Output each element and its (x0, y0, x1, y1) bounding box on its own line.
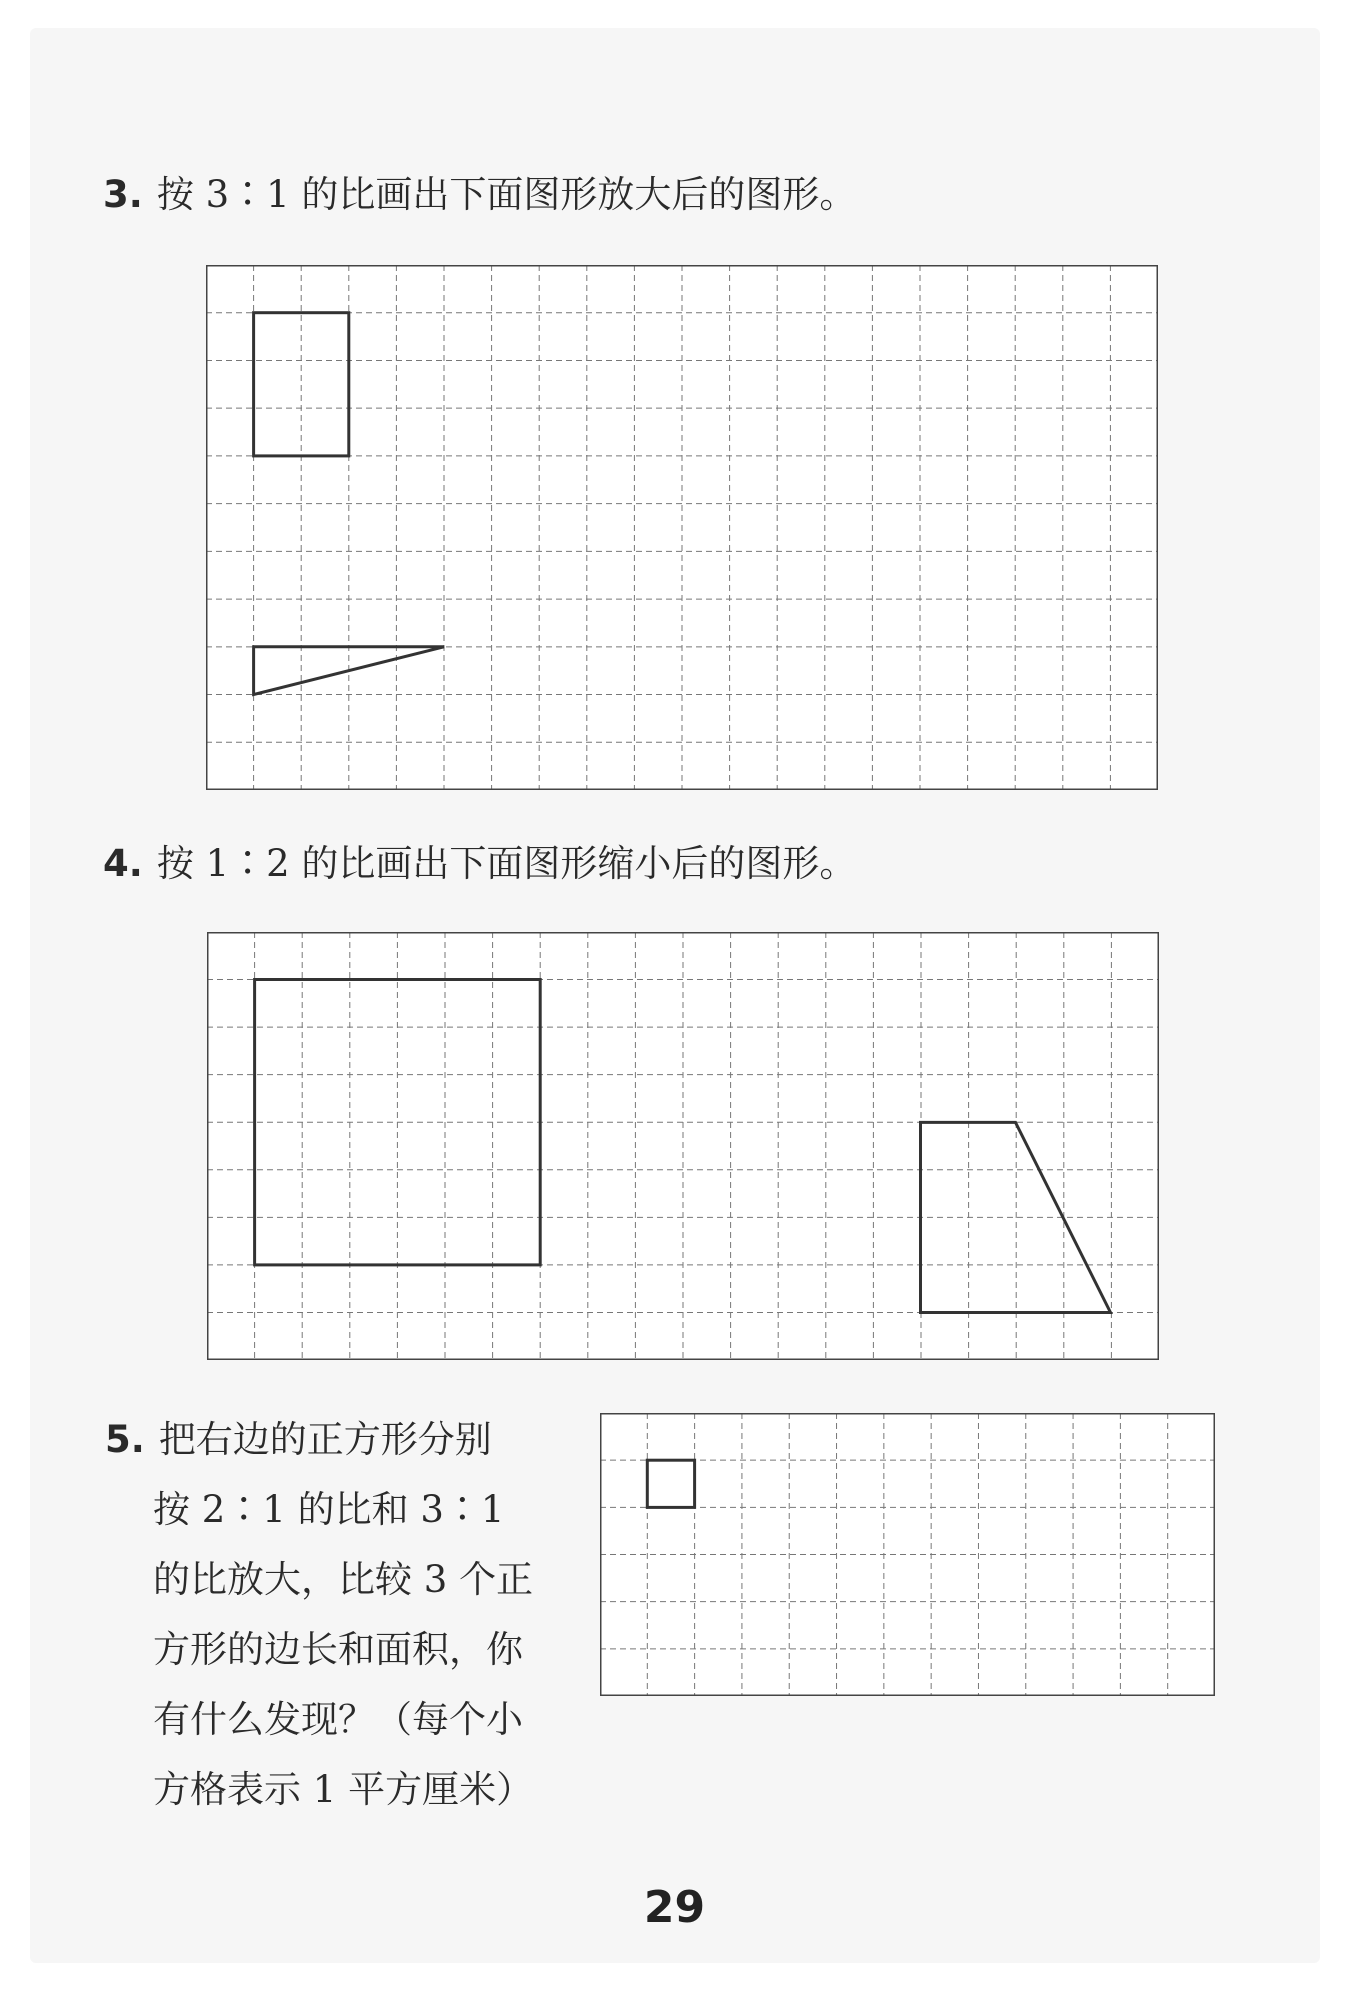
question-5-number: 5. (105, 1418, 145, 1461)
grid-q5-lines (600, 1413, 1215, 1696)
page-number: 29 (643, 1882, 706, 1933)
question-4 (103, 842, 857, 885)
question-5 (105, 1405, 533, 1825)
question-5-line-1: 5. 把右边的正方形分别 (105, 1418, 492, 1461)
question-4-number: 4. (103, 842, 143, 885)
grid-q4[interactable] (207, 932, 1159, 1360)
question-4-text: 按 1∶2 的比画出下面图形缩小后的图形。 (156, 842, 857, 885)
grid-q3[interactable] (206, 265, 1158, 790)
grid-q5[interactable] (600, 1413, 1215, 1696)
question-5-line-3: 的比放大，比较 3 个正 (153, 1558, 534, 1601)
question-3-text: 按 3∶1 的比画出下面图形放大后的图形。 (156, 173, 857, 216)
question-5-line-4: 方形的边长和面积，你 (153, 1628, 523, 1671)
question-5-line-5: 有什么发现？（每个小 (153, 1698, 523, 1741)
grid-q4-lines (207, 932, 1159, 1360)
question-5-line-6: 方格表示 1 平方厘米） (153, 1768, 534, 1811)
question-3-number: 3. (103, 173, 143, 216)
rectangle-shape (254, 313, 349, 456)
question-5-line-2: 按 2∶1 的比和 3∶1 (153, 1488, 505, 1531)
small-square-shape (647, 1460, 694, 1507)
question-3 (103, 173, 857, 216)
